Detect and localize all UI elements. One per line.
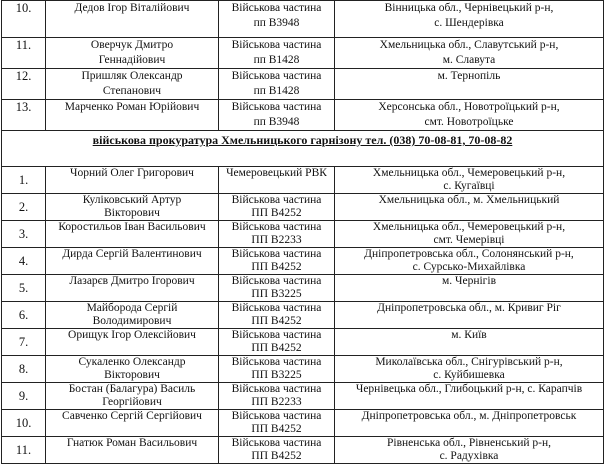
- place: [335, 69, 604, 100]
- military-unit: [219, 329, 335, 356]
- place: [335, 275, 604, 302]
- table-row: [2, 167, 604, 194]
- military-unit: [219, 383, 335, 410]
- military-unit: [219, 356, 335, 383]
- place: [335, 329, 604, 356]
- person-name-line: Вікторович: [104, 369, 160, 381]
- row-number: 6.: [2, 302, 46, 329]
- person-name-line: Бостан (Балагура) Василь: [68, 383, 196, 395]
- place-line: Хмельницька обл., Чемеровецький р-н,: [372, 167, 566, 179]
- military-unit-line: Військова частина: [231, 437, 322, 449]
- military-unit-line: Військова частина: [231, 70, 322, 82]
- person-name-line: Сукаленко Олександр: [78, 356, 186, 368]
- place-line: смт. Чемерівці: [433, 234, 505, 246]
- person-name-line: Вікторович: [104, 207, 160, 219]
- row-number: 13.: [2, 100, 46, 131]
- place: [335, 38, 604, 69]
- person-name: [46, 194, 219, 221]
- military-unit-line: ПП В4252: [251, 342, 302, 354]
- person-name-line: Майборода Сергій: [86, 302, 178, 314]
- table-row: [2, 221, 604, 248]
- military-unit: [219, 275, 335, 302]
- person-name-line: Оверчук Дмитро: [90, 39, 174, 51]
- row-number: 10.: [2, 1, 46, 38]
- military-unit-line: Військова частина: [231, 302, 322, 314]
- place: [335, 437, 604, 464]
- person-name: [46, 38, 219, 69]
- row-number: 10.: [2, 410, 46, 437]
- military-unit-line: Військова частина: [231, 101, 322, 113]
- person-name: [46, 410, 219, 437]
- place: [335, 248, 604, 275]
- military-unit-line: ПП В4252: [251, 315, 302, 327]
- place-line: Херсонська обл., Новотроїцький р-н,: [378, 101, 560, 113]
- person-name-line: Степанович: [102, 85, 162, 97]
- military-unit: [219, 302, 335, 329]
- place-line: Чернівецька обл., Глибоцький р-н, с. Карапчів: [355, 383, 583, 395]
- person-name-line: Марченко Роман Юрійович: [64, 101, 200, 113]
- person-name: [46, 437, 219, 464]
- person-name-line: Лазарєв Дмитро Ігорович: [69, 275, 195, 287]
- row-number: 3.: [2, 221, 46, 248]
- place: [335, 221, 604, 248]
- military-unit-line: Військова частина: [231, 2, 322, 14]
- military-unit-line: пп В1428: [253, 85, 300, 97]
- person-name-line: Чорний Олег Григорович: [70, 167, 194, 179]
- person-name: [46, 1, 219, 38]
- person-name-line: Дедов Ігор Віталійович: [74, 2, 190, 14]
- military-unit-line: ПП В3225: [251, 288, 302, 300]
- place: [335, 167, 604, 194]
- place: [335, 100, 604, 131]
- table-row: [2, 248, 604, 275]
- military-unit-line: ПП В4252: [251, 207, 302, 219]
- table-row: [2, 38, 604, 69]
- table-row: [2, 302, 604, 329]
- military-unit-line: ПП В3225: [251, 369, 302, 381]
- military-unit-line: ПП В2233: [251, 396, 302, 408]
- table-row: [2, 69, 604, 100]
- place: [335, 410, 604, 437]
- row-number: 11.: [2, 38, 46, 69]
- row-number: 8.: [2, 356, 46, 383]
- table-row: [2, 356, 604, 383]
- place-line: Дніпропетровська обл., м. Дніпропетровськ: [361, 410, 577, 422]
- place-line: м. Славута: [442, 54, 496, 66]
- place-line: с. Радухівка: [439, 450, 499, 462]
- military-unit-line: Чемеровецький РВК: [226, 167, 327, 179]
- military-unit-line: Військова частина: [231, 275, 322, 287]
- place-line: с. Сурсько-Михайлівка: [412, 261, 526, 273]
- place-line: Миколаївська обл., Снігурівський р-н,: [375, 356, 563, 368]
- military-unit: [219, 248, 335, 275]
- place-line: Дніпропетровська обл., Солонянський р-н,: [364, 248, 574, 260]
- person-name: [46, 329, 219, 356]
- military-unit: [219, 194, 335, 221]
- person-name: [46, 275, 219, 302]
- place-line: смт. Новотроїцьке: [424, 116, 514, 128]
- military-unit: [219, 410, 335, 437]
- table-row: [2, 275, 604, 302]
- place-line: Вінницька обл., Чернівецький р-н,: [384, 2, 554, 14]
- military-unit: [219, 38, 335, 69]
- table-row: [2, 410, 604, 437]
- place-line: Хмельницька обл., Славутський р-н,: [379, 39, 559, 51]
- person-name: [46, 383, 219, 410]
- place: [335, 194, 604, 221]
- place-line: с. Шендерівка: [434, 17, 504, 29]
- military-unit-line: пп В1428: [253, 54, 300, 66]
- table-row: [2, 329, 604, 356]
- place-line: м. Чернігів: [441, 275, 497, 287]
- table-row: [2, 194, 604, 221]
- table-row: [2, 1, 604, 38]
- person-name-line: Орищук Ігор Олексійович: [68, 329, 196, 341]
- military-unit-line: пп В3948: [253, 116, 300, 128]
- place-line: с. Куйбишевка: [433, 369, 505, 381]
- row-number: 11.: [2, 437, 46, 464]
- military-unit-line: Військова частина: [231, 356, 322, 368]
- person-name: [46, 69, 219, 100]
- person-name-line: Володимирович: [92, 315, 172, 327]
- military-unit: [219, 437, 335, 464]
- military-unit-line: Військова частина: [231, 194, 322, 206]
- military-unit-line: ПП В4252: [251, 423, 302, 435]
- military-unit-line: Військова частина: [231, 39, 322, 51]
- military-unit: [219, 100, 335, 131]
- row-number: 4.: [2, 248, 46, 275]
- military-unit-line: ПП В4252: [251, 261, 302, 273]
- table-row: [2, 100, 604, 131]
- military-unit: [219, 1, 335, 38]
- place: [335, 302, 604, 329]
- person-name-line: Куліковський Артур: [82, 194, 182, 206]
- place: [335, 383, 604, 410]
- person-name: [46, 248, 219, 275]
- person-name: [46, 302, 219, 329]
- military-unit-line: Військова частина: [231, 329, 322, 341]
- person-name-line: Георгійович: [102, 396, 162, 408]
- place-line: м. Тернопіль: [437, 70, 501, 82]
- row-number: 9.: [2, 383, 46, 410]
- section-header: військова прокуратура Хмельницького гарнізону тел. (038) 70-08-81, 70-08-82: [2, 131, 604, 167]
- person-name: [46, 221, 219, 248]
- person-name: [46, 356, 219, 383]
- place: [335, 356, 604, 383]
- person-name-line: Пришляк Олександр: [81, 70, 183, 82]
- table-row: [2, 437, 604, 464]
- military-unit: [219, 221, 335, 248]
- military-unit-line: ПП В2233: [251, 234, 302, 246]
- section-header-row: [2, 131, 604, 167]
- place-line: м. Київ: [451, 329, 487, 341]
- military-unit-line: Військова частина: [231, 410, 322, 422]
- person-name: [46, 167, 219, 194]
- place-line: Хмельницька обл., м. Хмельницький: [378, 194, 560, 206]
- person-name: [46, 100, 219, 131]
- military-unit-line: ПП В4252: [251, 450, 302, 462]
- row-number: 5.: [2, 275, 46, 302]
- personnel-table: [1, 0, 604, 464]
- place-line: с. Кугаївці: [443, 180, 495, 192]
- place: [335, 1, 604, 38]
- military-unit-line: Військова частина: [231, 221, 322, 233]
- row-number: 12.: [2, 69, 46, 100]
- person-name-line: Геннадійович: [98, 54, 166, 66]
- military-unit-line: пп В3948: [253, 17, 300, 29]
- military-unit: [219, 167, 335, 194]
- row-number: 7.: [2, 329, 46, 356]
- military-unit: [219, 69, 335, 100]
- person-name-line: Дирда Сергій Валентинович: [62, 248, 202, 260]
- military-unit-line: Військова частина: [231, 248, 322, 260]
- person-name-line: Коростильов Іван Васильович: [58, 221, 206, 233]
- row-number: 2.: [2, 194, 46, 221]
- table-row: [2, 383, 604, 410]
- person-name-line: Гнатюк Роман Васильович: [66, 437, 198, 449]
- place-line: Хмельницька обл., Чемеровецький р-н,: [372, 221, 566, 233]
- military-unit-line: Військова частина: [231, 383, 322, 395]
- place-line: Дніпропетровська обл., м. Кривиг Ріг: [377, 302, 561, 314]
- place-line: Рівненська обл., Рівненський р-н,: [386, 437, 551, 449]
- row-number: 1.: [2, 167, 46, 194]
- person-name-line: Савченко Сергій Сергійович: [62, 410, 202, 422]
